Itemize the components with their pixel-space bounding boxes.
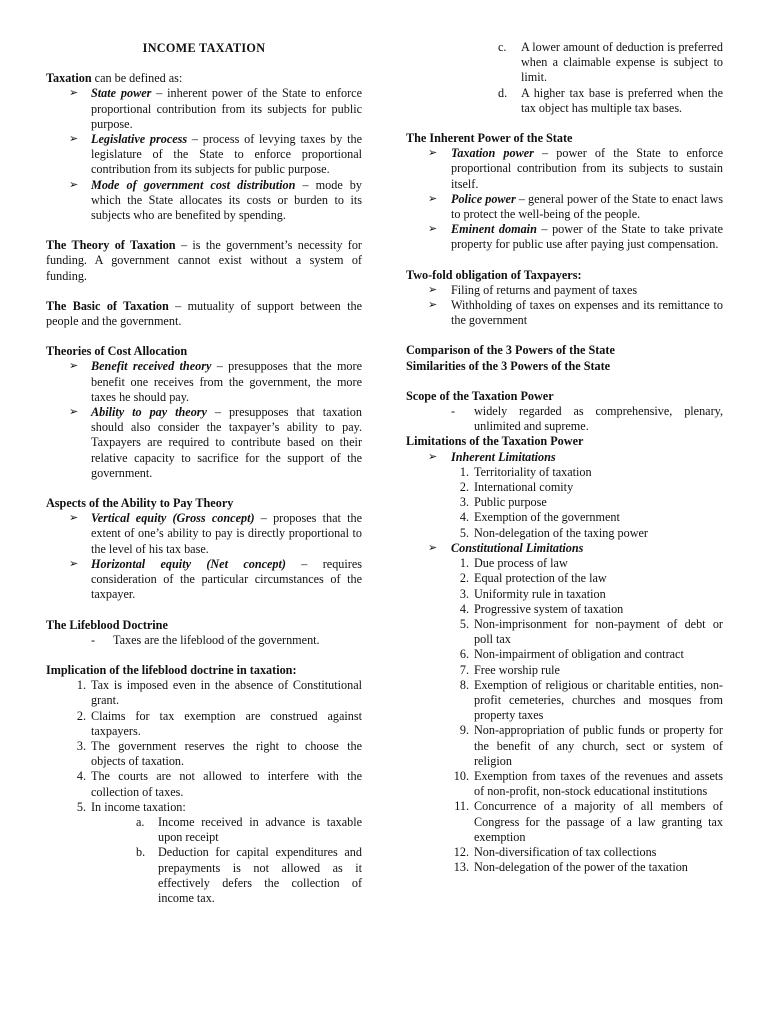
list-item bbox=[46, 739, 362, 769]
inherent-power-heading: The Inherent Power of the State bbox=[406, 131, 573, 146]
item-desc: – presupposes that the more benefit one receives from the government, the more taxes he should pay. bbox=[91, 359, 362, 404]
item-text: Filing of returns and payment of taxes bbox=[451, 282, 638, 297]
item-text: Non-appropriation of public funds or property for the benefit of any church, sect or system of religion bbox=[474, 723, 723, 768]
list-item bbox=[406, 663, 723, 678]
item-letter: d. bbox=[498, 85, 508, 100]
arrowhead-bullet-icon: ➢ bbox=[69, 406, 79, 419]
item-letter: a. bbox=[136, 814, 145, 829]
item-desc: – power of the State to enforce proportional contribution from its subjects to sustain itself. bbox=[451, 146, 723, 191]
item-number: 5. bbox=[459, 616, 469, 631]
item-text: A lower amount of deduction is preferred when a claimable expense is subject to limit. bbox=[521, 40, 723, 85]
item-number: 1. bbox=[76, 678, 86, 693]
item-text: In income taxation: bbox=[91, 799, 186, 814]
item-text: Progressive system of taxation bbox=[474, 601, 624, 616]
item-text: Exemption from taxes of the revenues and assets of non-profit, non-stock educational institutions bbox=[474, 768, 723, 799]
item-desc: – general power of the State to enact laws to protect the well-being of the people. bbox=[451, 191, 723, 222]
list-item bbox=[406, 404, 723, 434]
item-text: International comity bbox=[474, 480, 574, 495]
sub-list-item bbox=[406, 40, 723, 86]
list-item bbox=[406, 465, 723, 480]
item-text: The courts are not allowed to interfere with the collection of taxes. bbox=[91, 769, 362, 799]
list-item bbox=[406, 647, 723, 662]
constitutional-limitations-label: Constitutional Limitations bbox=[451, 540, 584, 555]
scope-heading: Scope of the Taxation Power bbox=[406, 388, 554, 403]
list-item bbox=[406, 541, 723, 556]
item-desc: – requires consideration of the particular circumstances of the taxpayer. bbox=[91, 556, 362, 602]
list-item bbox=[406, 480, 723, 495]
taxation-definition-text: can be defined as: bbox=[91, 71, 183, 86]
similarities-heading: Similarities of the 3 Powers of the State bbox=[406, 358, 611, 373]
right-column bbox=[406, 40, 723, 875]
document-title: INCOME TAXATION bbox=[142, 41, 266, 55]
list-item bbox=[406, 222, 723, 252]
item-desc: – power of the State to take private property for public use after paying just compensation. bbox=[451, 222, 723, 252]
list-item bbox=[46, 86, 362, 132]
sub-list-item bbox=[46, 845, 362, 906]
arrowhead-bullet-icon: ➢ bbox=[428, 147, 438, 160]
list-item bbox=[406, 678, 723, 724]
item-term: Vertical equity (Gross concept) bbox=[91, 511, 255, 526]
item-text: Equal protection of the law bbox=[474, 571, 607, 586]
item-term: Legislative process bbox=[91, 132, 188, 147]
item-text: Non-diversification of tax collections bbox=[474, 844, 657, 859]
arrowhead-bullet-icon: ➢ bbox=[69, 133, 79, 146]
item-number: 8. bbox=[459, 677, 469, 692]
comparison-heading: Comparison of the 3 Powers of the State bbox=[406, 343, 615, 358]
taxation-definition bbox=[46, 71, 362, 86]
left-column bbox=[46, 40, 362, 906]
item-desc: – proposes that the extent of one’s ability to pay is directly proportional to the level of his tax base. bbox=[91, 511, 362, 556]
item-term: Eminent domain bbox=[451, 222, 537, 237]
list-item bbox=[406, 860, 723, 875]
arrowhead-bullet-icon: ➢ bbox=[69, 512, 79, 525]
item-number: 12. bbox=[453, 844, 469, 859]
implication-heading: Implication of the lifeblood doctrine in taxation: bbox=[46, 662, 297, 677]
item-text: A higher tax base is preferred when the tax object has multiple tax bases. bbox=[521, 85, 723, 115]
item-term: Horizontal equity (Net concept) bbox=[91, 556, 286, 571]
sub-list-item bbox=[46, 815, 362, 845]
dash-marker: - bbox=[91, 632, 96, 647]
item-text: Free worship rule bbox=[474, 662, 560, 677]
list-item bbox=[406, 602, 723, 617]
item-number: 2. bbox=[459, 480, 469, 495]
item-number: 1. bbox=[459, 464, 469, 479]
item-text: Concurrence of a majority of all members of Congress for the passage of a law granting tax exemption bbox=[474, 799, 723, 844]
item-text: Withholding of taxes on expenses and its remittance to the government bbox=[451, 298, 723, 328]
item-number: 2. bbox=[76, 708, 86, 723]
item-text: Public purpose bbox=[474, 495, 547, 510]
list-item bbox=[46, 769, 362, 799]
item-term: State power bbox=[91, 86, 152, 101]
item-number: 3. bbox=[459, 586, 469, 601]
aspects-heading: Aspects of the Ability to Pay Theory bbox=[46, 496, 234, 511]
list-item bbox=[406, 192, 723, 222]
theory-heading: The Theory of Taxation bbox=[46, 238, 176, 253]
item-term: Benefit received theory bbox=[91, 359, 212, 374]
item-term: Mode of government cost distribution bbox=[91, 177, 296, 192]
list-item bbox=[46, 633, 362, 648]
item-letter: b. bbox=[136, 845, 146, 860]
arrowhead-bullet-icon: ➢ bbox=[428, 541, 438, 554]
arrowhead-bullet-icon: ➢ bbox=[69, 557, 79, 570]
item-number: 3. bbox=[76, 738, 86, 753]
list-item bbox=[406, 450, 723, 465]
item-text: Income received in advance is taxable upon receipt bbox=[158, 814, 362, 845]
item-number: 9. bbox=[459, 723, 469, 738]
item-text: Deduction for capital expenditures and prepayments is not allowed as it effectively defers the collection of income tax. bbox=[158, 845, 362, 905]
item-text: Non-delegation of the power of the taxation bbox=[474, 860, 688, 875]
item-letter: c. bbox=[498, 40, 507, 54]
list-item bbox=[406, 283, 723, 298]
item-desc: – mode by which the State allocates its costs or burden to its subjects who are benefited by spending. bbox=[91, 177, 362, 223]
arrowhead-bullet-icon: ➢ bbox=[69, 360, 79, 373]
list-item bbox=[406, 556, 723, 571]
arrowhead-bullet-icon: ➢ bbox=[428, 192, 438, 205]
item-term: Ability to pay theory bbox=[91, 405, 207, 420]
list-item bbox=[406, 799, 723, 845]
list-item bbox=[406, 845, 723, 860]
arrowhead-bullet-icon: ➢ bbox=[428, 450, 438, 463]
list-item bbox=[46, 405, 362, 481]
item-text: Tax is imposed even in the absence of Constitutional grant. bbox=[91, 678, 362, 708]
dash-marker: - bbox=[451, 404, 456, 419]
list-item bbox=[406, 146, 723, 192]
item-desc: – process of levying taxes by the legislature of the State to enforce proportional contribution from its subjects for public purpose. bbox=[91, 132, 362, 177]
list-item bbox=[406, 723, 723, 769]
basic-paragraph bbox=[46, 299, 362, 329]
theory-paragraph bbox=[46, 238, 362, 284]
list-item bbox=[46, 709, 362, 739]
list-item bbox=[406, 510, 723, 525]
list-item bbox=[406, 587, 723, 602]
item-number: 5. bbox=[76, 799, 86, 814]
list-item bbox=[406, 617, 723, 647]
item-number: 7. bbox=[459, 662, 469, 677]
item-number: 4. bbox=[459, 510, 469, 525]
item-number: 5. bbox=[459, 525, 469, 540]
item-number: 2. bbox=[459, 571, 469, 586]
inherent-limitations-label: Inherent Limitations bbox=[451, 449, 556, 464]
lifeblood-heading: The Lifeblood Doctrine bbox=[46, 617, 168, 632]
item-text: Taxes are the lifeblood of the government. bbox=[113, 632, 320, 647]
list-item bbox=[46, 132, 362, 178]
list-item bbox=[406, 571, 723, 586]
item-text: Claims for tax exemption are construed against taxpayers. bbox=[91, 708, 362, 738]
arrowhead-bullet-icon: ➢ bbox=[428, 299, 438, 312]
item-text: Territoriality of taxation bbox=[474, 464, 592, 479]
list-item bbox=[46, 557, 362, 603]
list-item bbox=[46, 678, 362, 708]
cost-allocation-heading: Theories of Cost Allocation bbox=[46, 344, 188, 359]
theory-text: – is the government’s necessity for funding. A government cannot exist without a system of funding. bbox=[46, 238, 362, 283]
two-fold-heading: Two-fold obligation of Taxpayers: bbox=[406, 267, 582, 282]
list-item bbox=[406, 298, 723, 328]
list-item bbox=[46, 800, 362, 815]
arrowhead-bullet-icon: ➢ bbox=[69, 87, 79, 100]
sub-list-item bbox=[406, 86, 723, 116]
arrowhead-bullet-icon: ➢ bbox=[69, 178, 79, 191]
arrowhead-bullet-icon: ➢ bbox=[428, 223, 438, 236]
item-text: Non-imprisonment for non-payment of debt or poll tax bbox=[474, 616, 723, 647]
item-text: Non-impairment of obligation and contract bbox=[474, 647, 684, 662]
list-item bbox=[46, 511, 362, 557]
limitations-heading: Limitations of the Taxation Power bbox=[406, 434, 584, 449]
list-item bbox=[406, 495, 723, 510]
list-item bbox=[406, 526, 723, 541]
arrowhead-bullet-icon: ➢ bbox=[428, 283, 438, 296]
item-desc: – inherent power of the State to enforce proportional contribution from its subjects for public purpose. bbox=[91, 86, 363, 131]
list-item bbox=[46, 178, 362, 224]
item-number: 4. bbox=[459, 601, 469, 616]
item-term: Police power bbox=[451, 191, 516, 206]
item-number: 13. bbox=[453, 860, 469, 875]
item-text: widely regarded as comprehensive, plenary, unlimited and supreme. bbox=[474, 404, 723, 434]
item-desc: – presupposes that taxation should also consider the taxpayer’s ability to pay. Taxpayers are required to contribute based on their relative capacity to sacrifice for the support of the government. bbox=[91, 405, 362, 480]
item-text: The government reserves the right to choose the objects of taxation. bbox=[91, 738, 362, 769]
list-item bbox=[406, 769, 723, 799]
item-number: 10. bbox=[453, 768, 469, 783]
item-number: 1. bbox=[459, 556, 469, 571]
list-item bbox=[46, 359, 362, 405]
item-number: 6. bbox=[459, 647, 469, 662]
basic-heading: The Basic of Taxation bbox=[46, 298, 169, 313]
item-text: Uniformity rule in taxation bbox=[474, 586, 606, 601]
item-text: Non-delegation of the taxing power bbox=[474, 525, 648, 540]
taxation-term: Taxation bbox=[46, 71, 92, 86]
item-text: Exemption of religious or charitable entities, non-profit cemeteries, churches and mosques from property taxes bbox=[474, 677, 723, 723]
item-text: Exemption of the government bbox=[474, 510, 620, 525]
basic-text: – mutuality of support between the people and the government. bbox=[46, 298, 362, 329]
item-term: Taxation power bbox=[451, 146, 534, 161]
item-number: 3. bbox=[459, 495, 469, 510]
item-number: 11. bbox=[454, 799, 469, 814]
item-text: Due process of law bbox=[474, 556, 568, 571]
item-number: 4. bbox=[76, 769, 86, 784]
